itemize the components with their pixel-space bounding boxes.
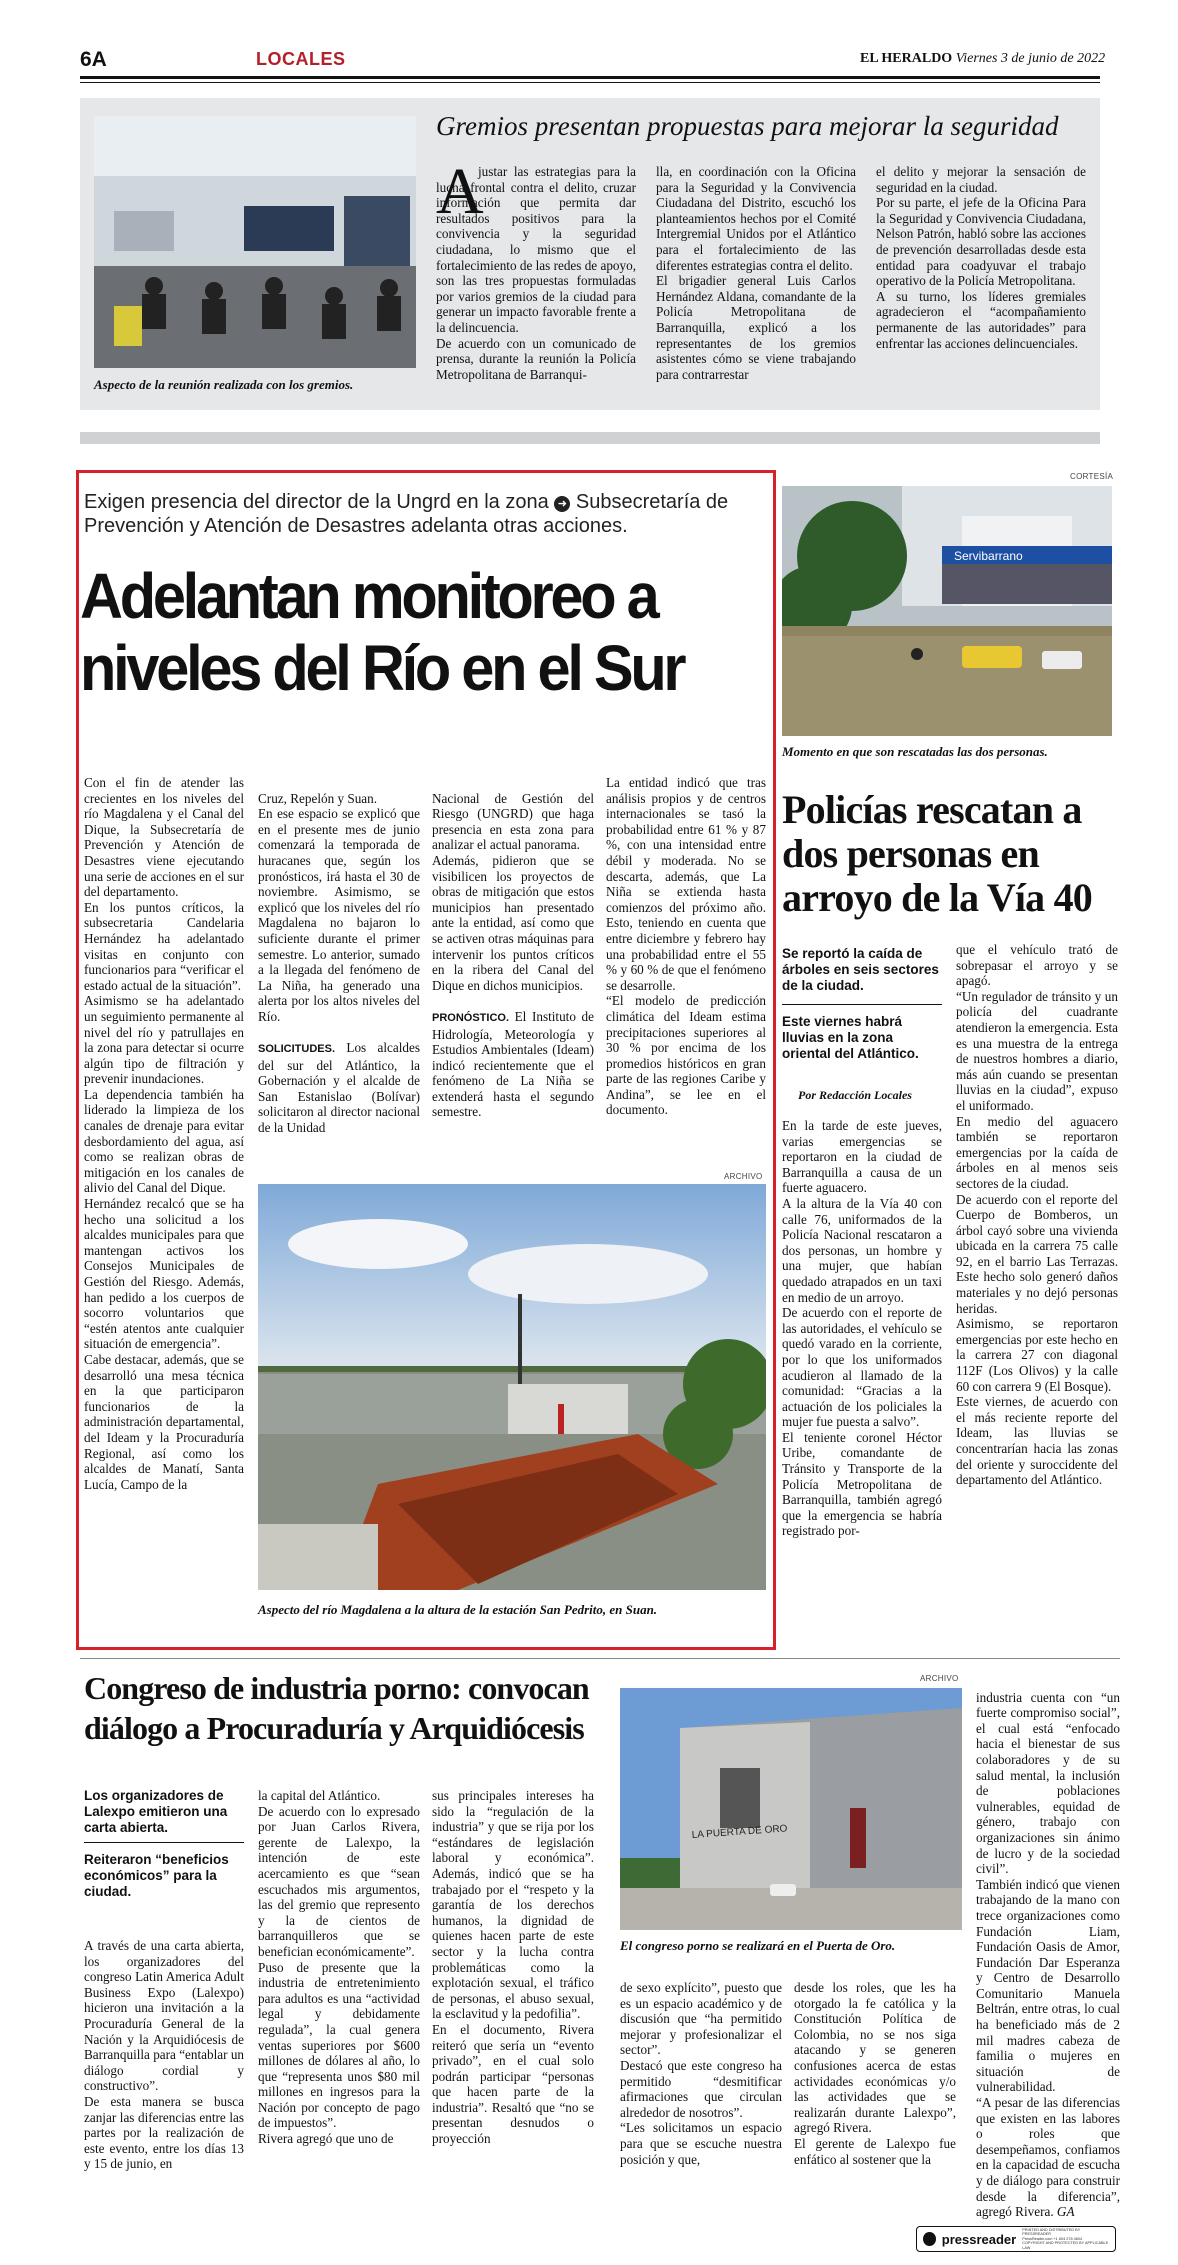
bottom-story-col4: de sexo explícito”, puesto que es un espacio académico y de discusión que “ha permitido mejorar y profesionalizar el sector”. Destacó que este congreso ha permitido “desmitificar afirmaciones que circulan alrededor de nosotros”. “Les solicitamos un espacio para que se escuche nuestra posición y que, <box>620 1980 782 2167</box>
river-photo-credit: ARCHIVO <box>724 1172 763 1181</box>
section-label: LOCALES <box>256 49 346 69</box>
main-story-col3 <box>432 775 594 1120</box>
top-story-title: Gremios presentan propuestas para mejorar la seguridad <box>436 111 1059 141</box>
meeting-photo-caption: Aspecto de la reunión realizada con los gremios. <box>94 377 354 392</box>
rescue-photo-credit: CORTESÍA <box>1070 472 1114 481</box>
meeting-illustration <box>94 116 416 368</box>
main-story-col4: La entidad indicó que tras análisis propios y de centros internacionales se tasó la probabilidad entre 61 % y 87 %, con una intensidad entre débil y moderada. No se descarta, además, que La Niña se extienda hasta comienzos del próximo año. Esto, teniendo en cuenta que entre diciembre y febrero hay una probabilidad entre el 55 % y 60 % de que el fenómeno se desarrolle. “El modelo de predicción climática del Ideam estima precipitaciones superiores al 30 % por encima de los promedios históricos en gran parte de las regiones Caribe y Andina”, se lee en el documento. <box>606 775 766 1118</box>
river-photo <box>258 1184 766 1590</box>
bottom-col6-body: industria cuenta con “un fuerte compromiso social”, el cual está “enfocado hacia el bienestar de sus colaboradores y de su salud mental, la inclusión de poblaciones vulnerables, equidad de género, trabajo con organizaciones sin ánimo de lucro y de la sociedad civil”. También indicó que vienen trabajando de la mano con trece organizaciones como Fundación Liam, Fundación Oasis de Amor, Fundación Dar Esperanza y Centro de Desarrollo Comunitario Manuela Beltrán, entre otras, lo cual ha beneficiado más de 2 mil madres cabeza de familia o mujeres en situación de vulnerabilidad. “A pesar de las diferencias que existen en las labores o roles que desempeñamos, confiamos en la capacidad de escucha y de diálogo para construir desde la diferencia”, agregó Rivera. <box>976 1689 1120 2220</box>
section-separator <box>80 432 1100 444</box>
author-initials: GA <box>1053 2204 1075 2220</box>
pressreader-brand: pressreader <box>941 2231 1017 2247</box>
pressreader-badge[interactable] <box>916 2226 1116 2252</box>
side-summary-1: Se reportó la caída de árboles en seis sectores de la ciudad. <box>782 946 939 993</box>
arrow-right-icon: ➜ <box>554 496 570 512</box>
pronostico-body: El Instituto de Hidrología, Meteorología y Estudios Ambientales (Ideam) indicó recientemente que el fenómeno de La Niña se extenderá hasta el segundo semestre. <box>432 1008 594 1120</box>
meeting-photo <box>94 116 416 368</box>
rescue-illustration <box>782 486 1112 736</box>
solicitudes-lead: SOLICITUDES. <box>258 1043 336 1056</box>
solicitudes-body: Los alcaldes del sur del Atlántico, la Gobernación y el alcalde de San Estanislao (Bolívar) solicitaron al director nacional de la Unidad <box>258 1040 420 1136</box>
venue-photo <box>620 1688 962 1930</box>
side-story-col1: En la tarde de este jueves, varias emergencias se reportaron en la ciudad de Barranquilla a causa de un fuerte aguacero. A la altura de la Vía 40 con calle 76, uniformados de la Policía Nacional rescataron a dos personas, un hombre y una mujer, que habían quedado atrapados en un taxi en medio de un arroyo. De acuerdo con el reporte de las autoridades, el vehículo se quedó varado en la corriente, por lo que los uniformados acudieron al llamado de la comunidad: “Gracias a la actuación de los policiales la mujer fue puesta a salvo”. El teniente coronel Héctor Uribe, comandante de Tránsito y Transporte de la Policía Metropolitana de Barranquilla, también agregó que la emergencia se habría registrado por- <box>782 1118 942 1539</box>
bottom-summary-rule <box>84 1842 244 1843</box>
bottom-story-col2: la capital del Atlántico. De acuerdo con lo expresado por Juan Carlos Rivera, gerente de Lalexpo, la intención de este acercamiento es que “sean escuchados mis argumentos, las del gremio que represento y la de cientos de barranquilleros que se benefician económicamente”. Puso de presente que la industria de entretenimiento para adultos es una “actividad legal y debidamente regulada”, la cual genera ventas superiores por $600 millones de dólares al año, lo que “representa unos $80 mil millones en ingresos para la Nación por concepto de pago de impuestos”. Rivera agregó que uno de <box>258 1788 420 2147</box>
main-story-col2 <box>258 775 420 1136</box>
main-story-kicker <box>84 490 764 538</box>
bottom-story-col3: sus principales intereses ha sido la “regulación de la industria” y que se rija por los “estándares de legislación laboral y económica”. Además, indicó que se ha trabajado por el “respeto y la garantía de los derechos humanos, la dignidad de quienes hacen parte de este sector y la lucha contra problemáticas como la explotación sexual, el tráfico de personas, el abuso sexual, la esclavitud y la pedofilia”. En el documento, Rivera reiteró que sería un “evento privado”, en el cual solo podrán participar “personas que hacen parte de la industria”. Resaltó que “no se presentan desnudos o proyección <box>432 1788 594 2147</box>
venue-photo-credit: ARCHIVO <box>920 1674 959 1683</box>
bottom-story-col1: A través de una carta abierta, los organizadores del congreso Latin America Adult Business Expo (Lalexpo) hicieron una invitación a la Procuraduría General de la Nación y la Arquidiócesis de Barranquilla para “entablar un diálogo cordial y constructivo”. De esta manera se busca zanjar las diferencias entre las partes por la realización de este evento, entre los días 13 y 15 de junio, en <box>84 1938 245 2172</box>
river-illustration <box>258 1184 766 1590</box>
river-photo-caption: Aspecto del río Magdalena a la altura de la estación San Pedrito, en Suan. <box>258 1602 658 1617</box>
top-story-col2: lla, en coordinación con la Oficina para la Seguridad y la Convivencia Ciudadana del Distrito, escuchó los planteamientos hechos por el Comité Intergremial Unidos por el Atlántico para el fortalecimiento de las diferentes estrategias contra el delito. El brigadier general Luis Carlos Hernández Aldana, comandante de la Policía Metropolitana de Barranquilla, explicó a los representantes de los gremios asistentes cómo se viene trabajando para contrarrestar <box>656 164 856 382</box>
pressreader-logo-icon <box>923 2232 936 2246</box>
top-story-col1: justar las estrategias para la lucha frontal contra el delito, cruzar información que permita dar resultados positivos para la convivencia y la seguridad ciudadana, lo mismo que el fortalecimiento de las redes de apoyo, son las tres propuestas formuladas por varios gremios de la ciudad para generar un impacto favorable frente a la delincuencia. De acuerdo con un comunicado de prensa, durante la reunión la Policía Metropolitana de Barranqui- <box>436 164 636 382</box>
side-headline: Policías rescatan a dos personas en arroyo de la Vía 40 <box>782 787 1092 920</box>
bottom-story-col5: desde los roles, que les ha otorgado la fe católica y la Constitución Política de Colombia, no se nos siga atacando y se generen confusiones acerca de estas actividades económicas y/o las actividades que se realizarán durante Lalexpo”, agregó Rivera. El gerente de Lalexpo fue enfático al sostener que la <box>794 1980 956 2167</box>
header-rule <box>80 76 1100 79</box>
page-number: 6A <box>80 48 107 71</box>
pressreader-fine-print: PRINTED AND DISTRIBUTED BY PRESSREADER PressReader.com +1 604 278 4604 COPYRIGHT AND PROTECTED BY APPLICABLE LAW <box>1022 2227 1109 2250</box>
side-summary-2: Este viernes habrá lluvias en la zona oriental del Atlántico. <box>782 1014 919 1061</box>
newspaper-name: EL HERALDO <box>860 51 953 66</box>
building-sign-text: LA PUERTA DE ORO <box>691 1823 788 1841</box>
header-rule-thin <box>80 82 1100 83</box>
main-headline <box>80 560 722 704</box>
venue-photo-caption: El congreso porno se realizará en el Puerta de Oro. <box>620 1938 896 1953</box>
issue-date: Viernes 3 de junio de 2022 <box>955 51 1106 66</box>
rescue-photo <box>782 486 1112 736</box>
pronostico-lead: PRONÓSTICO. <box>432 1011 510 1024</box>
main-col2-body: Cruz, Repelón y Suan. En ese espacio se explicó que en el presente mes de junio comenzará la temporada de huracanes que, según los pronósticos, irá hasta el 30 de noviembre. Asimismo, se explicó que los niveles del río Magdalena no bajaron lo suficiente durante el primer semestre. Lo anterior, sumado a la llegada del fenómeno de La Niña, ha generado una alerta por los altos niveles del Río. <box>258 790 420 1024</box>
dropcap: A <box>436 155 484 228</box>
store-sign-text: Servibarrano <box>954 549 1023 563</box>
bottom-section-rule <box>80 1658 1120 1659</box>
main-col3-body: Nacional de Gestión del Riesgo (UNGRD) que haga presencia en esta zona para analizar el actual panorama. Además, pidieron que se visibilicen los proyectos de obras de mitigación que estos municipios han presentado ante la entidad, así como que se activen otras máquinas para intervenir los puntos críticos en la ribera del Canal del Dique en dichos municipios. <box>432 790 594 993</box>
rescue-photo-caption: Momento en que son rescatadas las dos personas. <box>782 744 1048 759</box>
headline-line-1: Adelantan monitoreo a <box>80 560 657 632</box>
bottom-headline: Congreso de industria porno: convocan diálogo a Procuraduría y Arquidiócesis <box>84 1670 589 1746</box>
kicker-left: Exigen presencia del director de la Ungrd en la zona <box>84 491 549 513</box>
bottom-summary-2: Reiteraron “beneficios económicos” para la ciudad. <box>84 1852 229 1899</box>
main-story-col1: Con el fin de atender las crecientes en los niveles del río Magdalena y el Canal del Dique, la Subsecretaría de Prevención y Atención de Desastres viene ejecutando una serie de acciones en el sur del departamento. En los puntos críticos, la subsecretaria Candelaria Hernández ha adelantado visitas en conjunto con funcionarios para “verificar el estado actual de la situación”. Asimismo se ha adelantado un seguimiento permanente al nivel del río y patrullajes en la zona para detectar si ocurre algún tipo de filtración y prevenir inundaciones. La dependencia también ha liderado la limpieza de los canales de drenaje para evitar desbordamiento del agua, así como se realizan obras de mitigación en los canales de alivio del Canal del Dique. Hernández recalcó que se ha hecho una solicitud a los alcaldes municipales para que mantengan activos los Consejos Municipales de Gestión del Riesgo. Además, han pedido a los cuerpos de socorro voluntarios que “estén atentos ante cualquier situación de emergencia”. Cabe destacar, además, que se desarrolló una mesa técnica en la que participaron funcionarios de la administración departamental, del Ideam y la Procuraduría Regional, así como los alcaldes de Manatí, Santa Lucía, Campo de la <box>84 775 244 1492</box>
top-story-col3: el delito y mejorar la sensación de seguridad en la ciudad. Por su parte, el jefe de la Oficina Para la Seguridad y Convivencia Ciudadana, Nelson Patrón, habló sobre las acciones de prevención desarrolladas desde esta entidad para coadyuvar el trabajo operativo de la Policía Metropolitana. A su turno, los líderes gremiales agradecieron el “acompañamiento permanente de las autoridades” para enfrentar las acciones delincuenciales. <box>876 164 1086 351</box>
side-summary-rule <box>782 1004 942 1005</box>
venue-illustration <box>620 1688 962 1930</box>
bottom-summary-1: Los organizadores de Lalexpo emitieron una carta abierta. <box>84 1788 228 1835</box>
kicker-right: Subsecretaría de Prevención y Atención de Desastres adelanta otras acciones. <box>84 491 729 537</box>
masthead-small <box>860 51 1105 67</box>
headline-line-2: niveles del Río en el Sur <box>80 632 684 704</box>
side-story-col2: que el vehículo trató de sobrepasar el arroyo y se apagó. “Un regulador de tránsito y un policía del cuadrante atendieron la emergencia. Esta es una muestra de la entrega de nuestros hombres a diario, más aún cuando se presentan lluvias en la ciudad”, expuso el uniformado. En medio del aguacero también se reportaron emergencias por la caída de árboles en al menos seis sectores de la ciudad. De acuerdo con el reporte del Cuerpo de Bomberos, un árbol cayó sobre una vivienda ubicada en la carrera 75 calle 92, en el barrio Las Terrazas. Este hecho solo generó daños materiales y no dejó personas heridas. Asimismo, se reportaron emergencias por este hecho en la carrera 27 con diagonal 112F (Los Olivos) y la calle 60 con carrera 9 (El Bosque). Este viernes, de acuerdo con el más reciente reporte del Ideam, las lluvias se concentrarían hacia las zonas del oriente y suroccidente del departamento del Atlántico. <box>956 942 1118 1488</box>
bottom-story-col6 <box>976 1674 1120 2220</box>
side-byline: Por Redacción Locales <box>798 1088 912 1102</box>
